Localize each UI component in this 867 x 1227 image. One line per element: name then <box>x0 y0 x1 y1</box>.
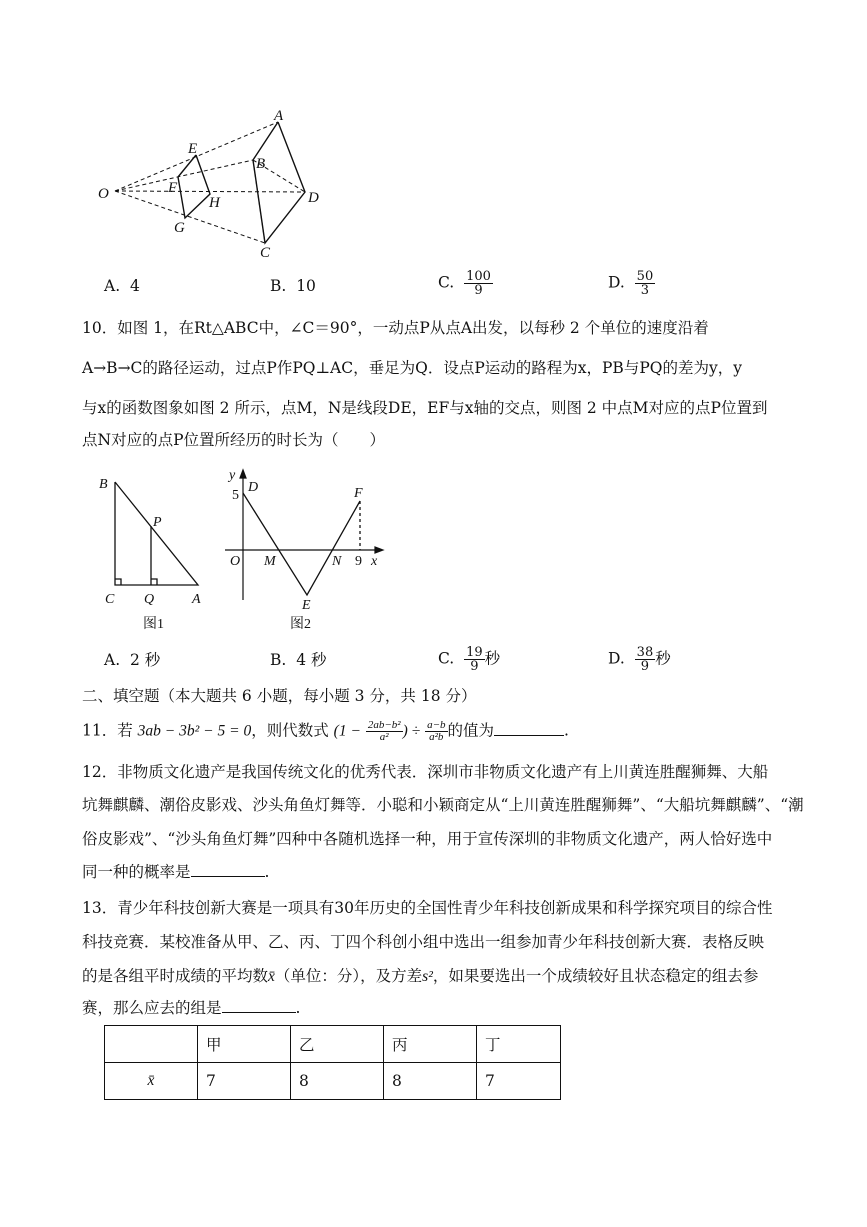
table-header-row <box>105 1026 561 1063</box>
fig2-label-x: x <box>371 554 378 569</box>
q13-line-1: 13．青少年科技创新大赛是一项具有30年历史的全国性青少年科技创新成果和科学探究项目的综合性 <box>82 899 773 917</box>
q10-line-2: A→B→C的路径运动，过点P作PQ⊥AC，垂足为Q．设点P运动的路程为x，PB与PQ的差为y，y <box>82 359 742 377</box>
q11-fraction-2: $\frac{a-b}{\text{a²b}}$ <box>427 719 446 743</box>
table-cell: 7 <box>198 1063 291 1100</box>
fig1-label-q: Q <box>144 592 155 607</box>
q13-line-4: 赛，那么应去的组是 . <box>82 999 301 1017</box>
fig2-label-9: 9 <box>355 554 362 569</box>
q9-label-h: H <box>209 195 220 211</box>
xbar-symbol: x̄ <box>268 968 275 985</box>
q11-line: 11．若 3ab − 3b² − 5 = 0，则代数式 (1 − $\frac{\text{2ab−b²}}{\text{a²}}$ ) ÷ $\frac{a-b}{\text{a²b}}$ 的值为 . <box>82 719 569 743</box>
fig2-label-f: F <box>354 486 363 501</box>
q10-line-1: 10．如图 1，在Rt△ABC中，∠C＝90°，一动点P从点A出发，以每秒 2 个单位的速度沿着 <box>82 319 709 337</box>
fig2-caption: 图2 <box>290 617 311 632</box>
table-header-cell: 丁 <box>477 1026 561 1063</box>
q10-option-d[interactable]: D. $\frac{38}{9}$ 秒 <box>608 645 671 674</box>
q9-label-g: G <box>174 220 185 236</box>
q9-option-b[interactable]: B. 10 <box>270 277 316 295</box>
fig2-label-d: D <box>248 480 259 495</box>
q9-label-f: F <box>168 180 178 196</box>
q9-dashed-lines <box>115 122 305 243</box>
q13-table <box>104 1025 561 1100</box>
table-header-cell <box>105 1026 198 1063</box>
q9-label-a: A <box>274 108 284 124</box>
q12-line-4: 同一种的概率是 . <box>82 863 270 881</box>
fig1-label-b: B <box>99 477 108 492</box>
q10-line-3: 与x的函数图象如图 2 所示，点M，N是线段DE，EF与x轴的交点，则图 2 中点M对应的点P位置到 <box>82 399 768 417</box>
fig1-label-p: P <box>153 515 162 530</box>
fig2-label-y: y <box>229 468 236 483</box>
table-header-cell: 丙 <box>384 1026 477 1063</box>
q13-answer-blank[interactable] <box>222 998 296 1013</box>
q12-line-1: 12．非物质文化遗产是我国传统文化的优秀代表．深圳市非物质文化遗产有上川黄连胜醒狮舞、大船 <box>82 763 769 781</box>
table-cell: 7 <box>477 1063 561 1100</box>
table-header-cell: 甲 <box>198 1026 291 1063</box>
q10-option-d-fraction: $\frac{38}{9}$ <box>636 645 654 674</box>
q9-label-b: B <box>256 156 266 172</box>
fig1-caption: 图1 <box>143 617 164 632</box>
table-header-cell: 乙 <box>291 1026 384 1063</box>
q11-fraction-1: $\frac{\text{2ab−b²}}{\text{a²}}$ <box>367 719 401 743</box>
q13-line-3: 的是各组平时成绩的平均数x̄（单位：分），及方差s²，如果要选出一个成绩较好且状态稳定的组去参 <box>82 967 759 985</box>
q10-option-c[interactable]: C. $\frac{19}{9}$ 秒 <box>438 645 501 674</box>
section-2-title: 二、填空题（本大题共 6 小题，每小题 3 分，共 18 分） <box>82 687 477 705</box>
q11-condition: 3ab − 3b² − 5 = 0 <box>137 722 252 740</box>
q12-answer-blank[interactable] <box>191 862 265 877</box>
table-row <box>105 1063 561 1100</box>
q9-option-c[interactable]: C. $\frac{100}{9}$ <box>438 269 491 298</box>
fig1-label-c: C <box>105 592 115 607</box>
q9-option-d[interactable]: D. $\frac{50}{3}$ <box>608 269 654 298</box>
fig2-label-n: N <box>332 554 342 569</box>
q9-figure <box>90 100 330 265</box>
q10-line-4: 点N对应的点P位置所经历的时长为（ ） <box>82 431 385 449</box>
fig1-label-a: A <box>192 592 201 607</box>
q9-label-c: C <box>260 245 271 261</box>
table-cell: x̄ <box>105 1063 198 1100</box>
q9-option-d-fraction: $\frac{50}{3}$ <box>636 269 654 298</box>
table-cell: 8 <box>384 1063 477 1100</box>
q12-line-3: 俗皮影戏”、“沙头角鱼灯舞”四种中各随机选择一种，用于宣传深圳的非物质文化遗产，两人恰好选中 <box>82 830 773 848</box>
fig2-label-e: E <box>302 598 311 613</box>
q10-option-b[interactable]: B. 4 秒 <box>270 651 327 669</box>
fig2-label-o: O <box>230 554 241 569</box>
q9-label-e: E <box>188 141 198 157</box>
q11-answer-blank[interactable] <box>494 721 564 736</box>
table-cell: 8 <box>291 1063 384 1100</box>
q9-option-a[interactable]: A. 4 <box>104 277 140 295</box>
fig2-label-m: M <box>264 554 276 569</box>
q10-figure-1 <box>95 470 215 635</box>
q9-option-c-fraction: $\frac{100}{9}$ <box>466 269 491 298</box>
variance-symbol: s² <box>422 968 433 985</box>
fig2-label-5: 5 <box>232 488 239 503</box>
q10-option-a[interactable]: A. 2 秒 <box>104 651 161 669</box>
q10-figure-2 <box>220 465 395 635</box>
q9-label-o: O <box>98 186 109 202</box>
q10-option-c-fraction: $\frac{19}{9}$ <box>466 645 483 674</box>
q13-line-2: 科技竞赛．某校准备从甲、乙、丙、丁四个科创小组中选出一组参加青少年科技创新大赛．表格反映 <box>82 933 765 951</box>
q12-line-2: 坑舞麒麟、潮俗皮影戏、沙头角鱼灯舞等．小聪和小颖商定从“上川黄连胜醒狮舞”、“大船坑舞麒麟”、“潮 <box>82 796 804 814</box>
q9-label-d: D <box>308 190 319 206</box>
